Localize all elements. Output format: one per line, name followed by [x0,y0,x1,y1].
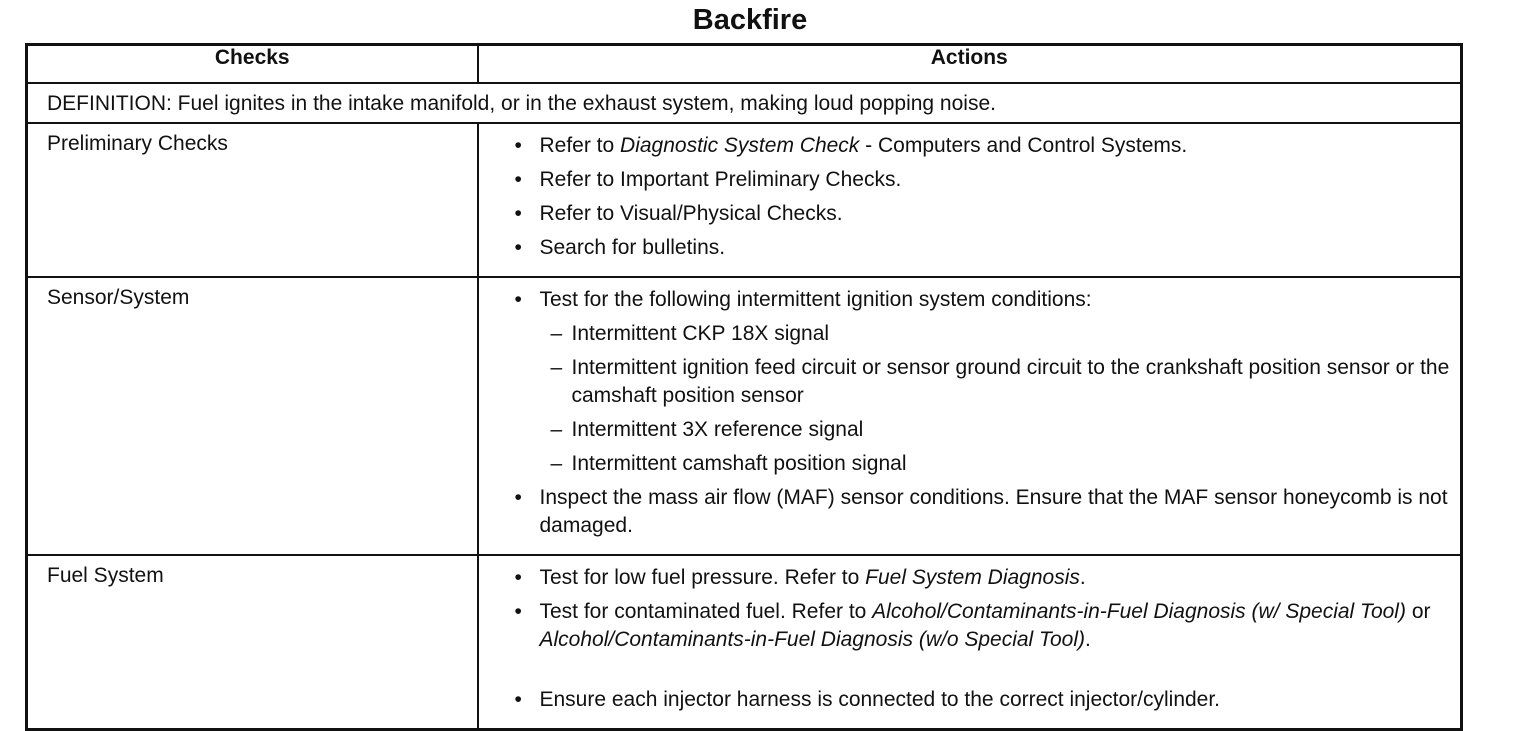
actions-preliminary [478,123,1462,277]
bullet-icon: • [514,486,522,509]
header-actions: Actions [478,45,1462,84]
dash-icon: – [550,356,563,379]
sub-item: – Intermittent camshaft position signal [515,450,1451,478]
bullet-icon: • [514,236,522,259]
action-item: • Ensure each injector harness is connected to the correct injector/cylinder. [515,686,1451,714]
bullet-icon: • [514,168,522,191]
bullet-icon: • [514,600,522,623]
check-label-fuel: Fuel System [27,555,478,730]
dash-icon: – [550,452,563,475]
bullet-icon: • [514,566,522,589]
sub-item: – Intermittent CKP 18X signal [515,320,1451,348]
sub-item: – Intermittent ignition feed circuit or sensor ground circuit to the crankshaft position sensor or the camshaft position sensor [550,356,1450,407]
action-item: • Test for contaminated fuel. Refer to Alcohol/Contaminants-in-Fuel Diagnosis (w/ Special Tool) or Alcohol/Contaminants-in-Fuel Diagnosis (w/o Special Tool). [514,600,1431,651]
bullet-icon: • [514,288,522,311]
dash-icon: – [550,418,563,441]
action-item: • Search for bulletins. [515,234,1451,262]
table-row [27,277,1462,555]
dash-icon: – [550,322,563,345]
definition-text: DEFINITION: Fuel ignites in the intake manifold, or in the exhaust system, making loud popping noise. [27,83,1462,123]
doc-reference: Alcohol/Contaminants-in-Fuel Diagnosis (w/ Special Tool) [872,600,1406,623]
bullet-icon: • [514,688,522,711]
action-item: • Refer to Visual/Physical Checks. [515,200,1451,228]
header-row [27,45,1462,84]
doc-reference: Diagnostic System Check [620,134,860,157]
doc-reference: Fuel System Diagnosis [865,566,1080,589]
table-row [27,555,1462,730]
action-item: • Refer to Diagnostic System Check - Computers and Control Systems. [515,132,1451,160]
actions-fuel [478,555,1462,730]
actions-sensor [478,277,1462,555]
action-item: • Test for low fuel pressure. Refer to Fuel System Diagnosis. [515,564,1451,592]
diagnostic-table [25,43,1463,731]
header-checks: Checks [27,45,478,84]
check-label-preliminary: Preliminary Checks [27,123,478,277]
check-label-sensor: Sensor/System [27,277,478,555]
action-item: • Test for the following intermittent ignition system conditions: [515,286,1451,314]
definition-row [27,83,1462,123]
doc-reference: Alcohol/Contaminants-in-Fuel Diagnosis (w/o Special Tool) [539,628,1085,651]
table-row [27,123,1462,277]
sub-item: – Intermittent 3X reference signal [515,416,1451,444]
page-title: Backfire [692,4,808,36]
action-item: • Refer to Important Preliminary Checks. [515,166,1451,194]
action-item: • Inspect the mass air flow (MAF) sensor conditions. Ensure that the MAF sensor honeycomb is not damaged. [514,486,1448,537]
bullet-icon: • [514,202,522,225]
bullet-icon: • [514,134,522,157]
